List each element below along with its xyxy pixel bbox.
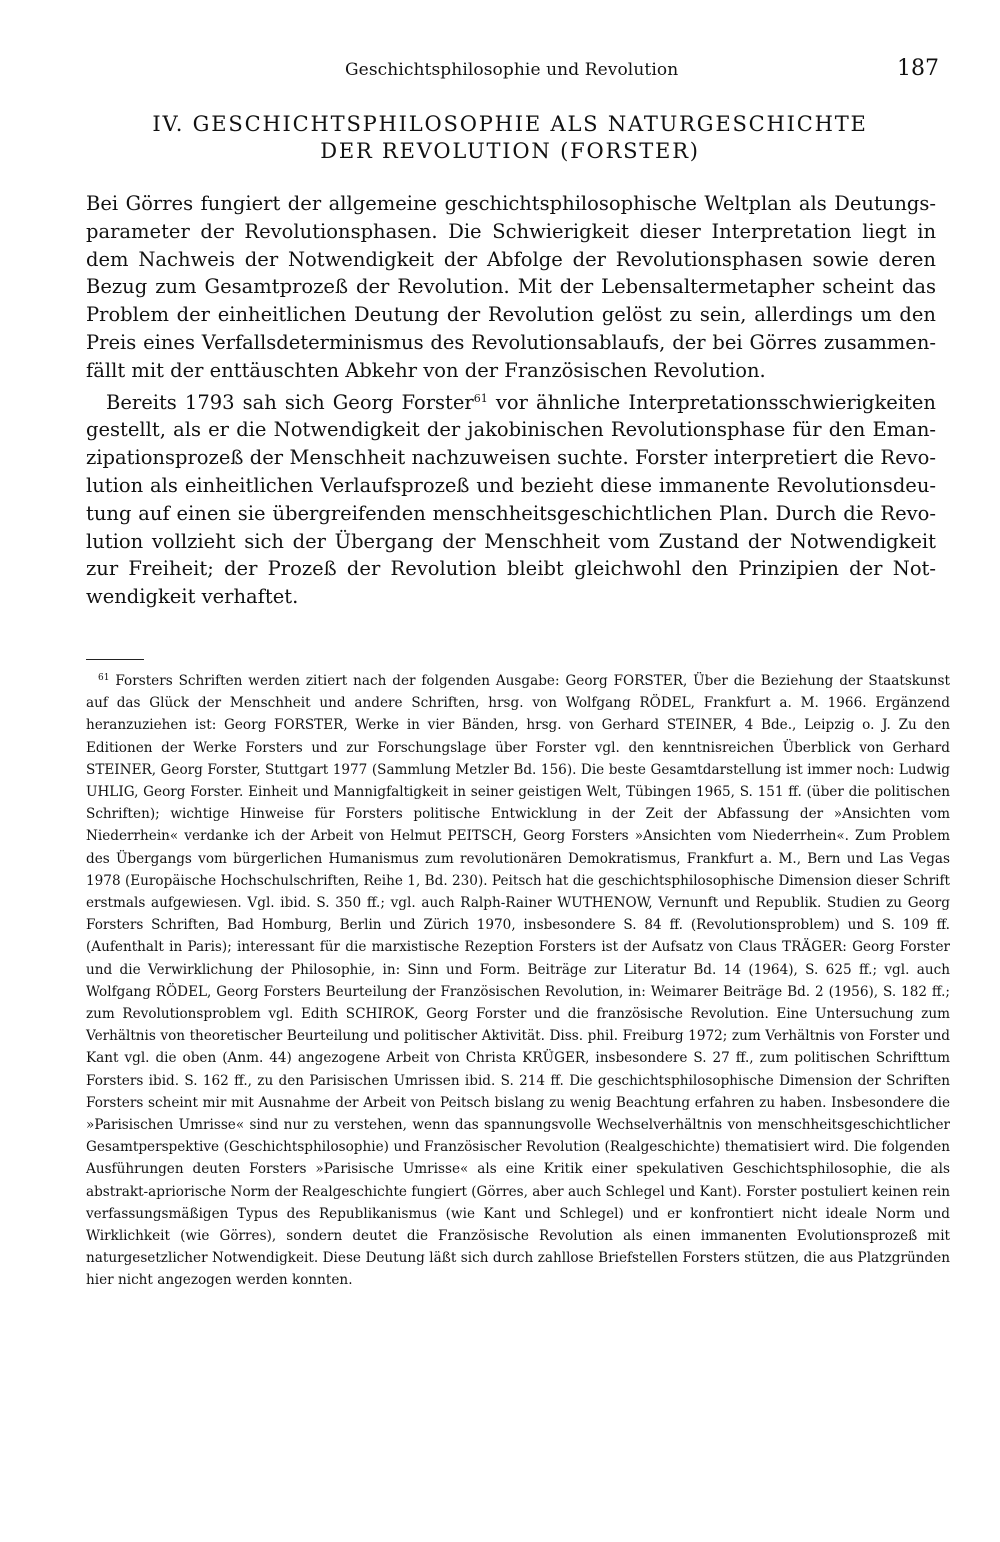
page-number: 187 <box>897 56 939 81</box>
running-title: Geschichtsphilosophie und Revolution <box>345 60 679 80</box>
footnote-paragraph <box>86 667 950 1292</box>
body-text <box>86 190 936 611</box>
paragraph-2 <box>86 385 936 611</box>
chapter-heading <box>100 111 920 165</box>
paragraph-2-start: Bereits 1793 sah sich Georg Forster <box>106 390 474 414</box>
footnote-61 <box>86 667 950 1292</box>
footnote-reference-61[interactable]: 61 <box>473 391 488 405</box>
footnote-divider <box>86 659 144 660</box>
paragraph-1: Bei Görres fungiert der allgemeine geschichtsphilosophische Weltplan als Deutungsparameter der Revolutionsphasen. Die Schwierigkeit dieser Interpretation liegt in dem Nachweis der Notwendigkeit der Abfolge der Revolutionsphasen sowie deren Bezug zum Gesamtprozeß der Revolution. Mit der Lebensaltermetapher scheint das Problem der einheitlichen Deutung der Revolution gelöst zu sein, allerdings um den Preis eines Verfallsdeterminismus des Revolutionsablaufs, der bei Görres zusammenfällt mit der enttäuschten Abkehr von der Französischen Revolution. <box>86 192 936 382</box>
chapter-heading-line-1: IV. GESCHICHTSPHILOSOPHIE ALS NATURGESCHICHTE <box>152 112 868 136</box>
footnote-text: Forsters Schriften werden zitiert nach der folgenden Ausgabe: Georg FORSTER, Über die Beziehung der Staatskunst auf das Glück der Menschheit und andere Schriften, hrsg. von Wolfgang RÖDEL, Frankfurt a. M. 1966. Ergänzend heranzuziehen ist: Georg FORSTER, Werke in vier Bänden, hrsg. von Gerhard STEINER, 4 Bde., Leipzig o. J. Zu den Editionen der Werke Forsters und zur Forschungslage über Forster vgl. den kenntnisreichen Überblick von Gerhard STEINER, Georg Forster, Stuttgart 1977 (Sammlung Metzler Bd. 156). Die beste Gesamtdarstellung ist immer noch: Ludwig UHLIG, Georg Forster. Einheit und Mannigfaltigkeit in seiner geistigen Welt, Tübingen 1965, S. 151 ff. (über die politischen Schriften); wichtige Hinweise für Forsters politische Entwicklung in der Zeit der Abfassung der »Ansichten vom Niederrhein« verdanke ich der Arbeit von Helmut PEITSCH, Georg Forsters »Ansichten vom Niederrhein«. Zum Problem des Übergangs vom bürgerlichen Humanismus zum revolutionären Demokratismus, Frankfurt a. M., Bern und Las Vegas 1978 (Europäische Hochschulschriften, Reihe 1, Bd. 230). Peitsch hat die geschichtsphilosophische Dimension dieser Schrift erstmals aufgewiesen. Vgl. ibid. S. 350 ff.; vgl. auch Ralph-Rainer WUTHENOW, Vernunft und Republik. Studien zu Georg Forsters Schriften, Bad Homburg, Berlin und Zürich 1970, insbesondere S. 84 ff. (Revolutionsproblem) und S. 109 ff. (Aufenthalt in Paris); interessant für die marxistische Rezeption Forsters ist der Aufsatz von Claus TRÄGER: Georg Forster und die Verwirklichung der Philosophie, in: Sinn und Form. Beiträge zur Literatur Bd. 14 (1964), S. 625 ff.; vgl. auch Wolfgang RÖDEL, Georg Forsters Beurteilung der Französischen Revolution, in: Weimarer Beiträge Bd. 2 (1956), S. 182 ff.; zum Revolutionsproblem vgl. Edith SCHIROK, Georg Forster und die französische Revolution. Eine Untersuchung zum Verhältnis von theoretischer Beurteilung und politischer Aktivität. Diss. phil. Freiburg 1972; zum Verhältnis von Forster und Kant vgl. die oben (Anm. 44) angezogene Arbeit von Christa KRÜGER, insbesondere S. 27 ff., zum politischen Schrifttum Forsters ibid. S. 162 ff., zu den Parisischen Umrissen ibid. S. 214 ff. Die geschichtsphilosophische Dimension der Schriften Forsters scheint mir mit Ausnahme der Arbeit von Peitsch bislang zu wenig Beachtung erfahren zu haben. Insbesondere die »Parisischen Umrisse« sind nur zu verstehen, wenn das spannungsvolle Wechselverhältnis von menschheitsgeschichtlicher Gesamtperspektive (Geschichtsphilosophie) und Französischer Revolution (Realgeschichte) thematisiert wird. Die folgenden Ausführungen deuten Forsters »Parisische Umrisse« als eine Kritik einer spekulativen Geschichtsphilosophie, die als abstrakt-apriorische Norm der Realgeschichte fungiert (Görres, aber auch Schlegel und Kant). Forster postuliert keinen rein verfassungsmäßigen Typus des Republikanismus (wie Kant und Schlegel) und er konfrontiert nicht ideale Norm und Wirklichkeit (wie Görres), sondern deutet die Französische Revolution als einen immanenten Evolutionsprozeß mit naturgesetzlicher Notwendigkeit. Diese Deutung läßt sich durch zahllose Briefstellen Forsters stützen, die aus Platzgründen hier nicht angezogen werden konnten. <box>86 673 950 1289</box>
chapter-heading-line-2: DER REVOLUTION (FORSTER) <box>320 139 700 163</box>
paragraph-2-rest: vor ähnliche Interpretationsschwierigkeiten gestellt, als er die Notwendigkeit der jakobinischen Revolutionsphase für den Emanzipationsprozeß der Menschheit nachzuweisen suchte. Forster interpretiert die Revolution als einheitlichen Verlaufsprozeß und bezieht diese immanente Revolutionsdeutung auf einen sie übergreifenden menschheitsgeschichtlichen Plan. Durch die Revolution vollzieht sich der Übergang der Menschheit vom Zustand der Notwendigkeit zur Freiheit; der Prozeß der Revolution bleibt gleichwohl den Prinzipien der Notwendigkeit verhaftet. <box>86 390 936 609</box>
running-head <box>0 56 1000 86</box>
footnote-mark: 61 <box>98 673 110 683</box>
